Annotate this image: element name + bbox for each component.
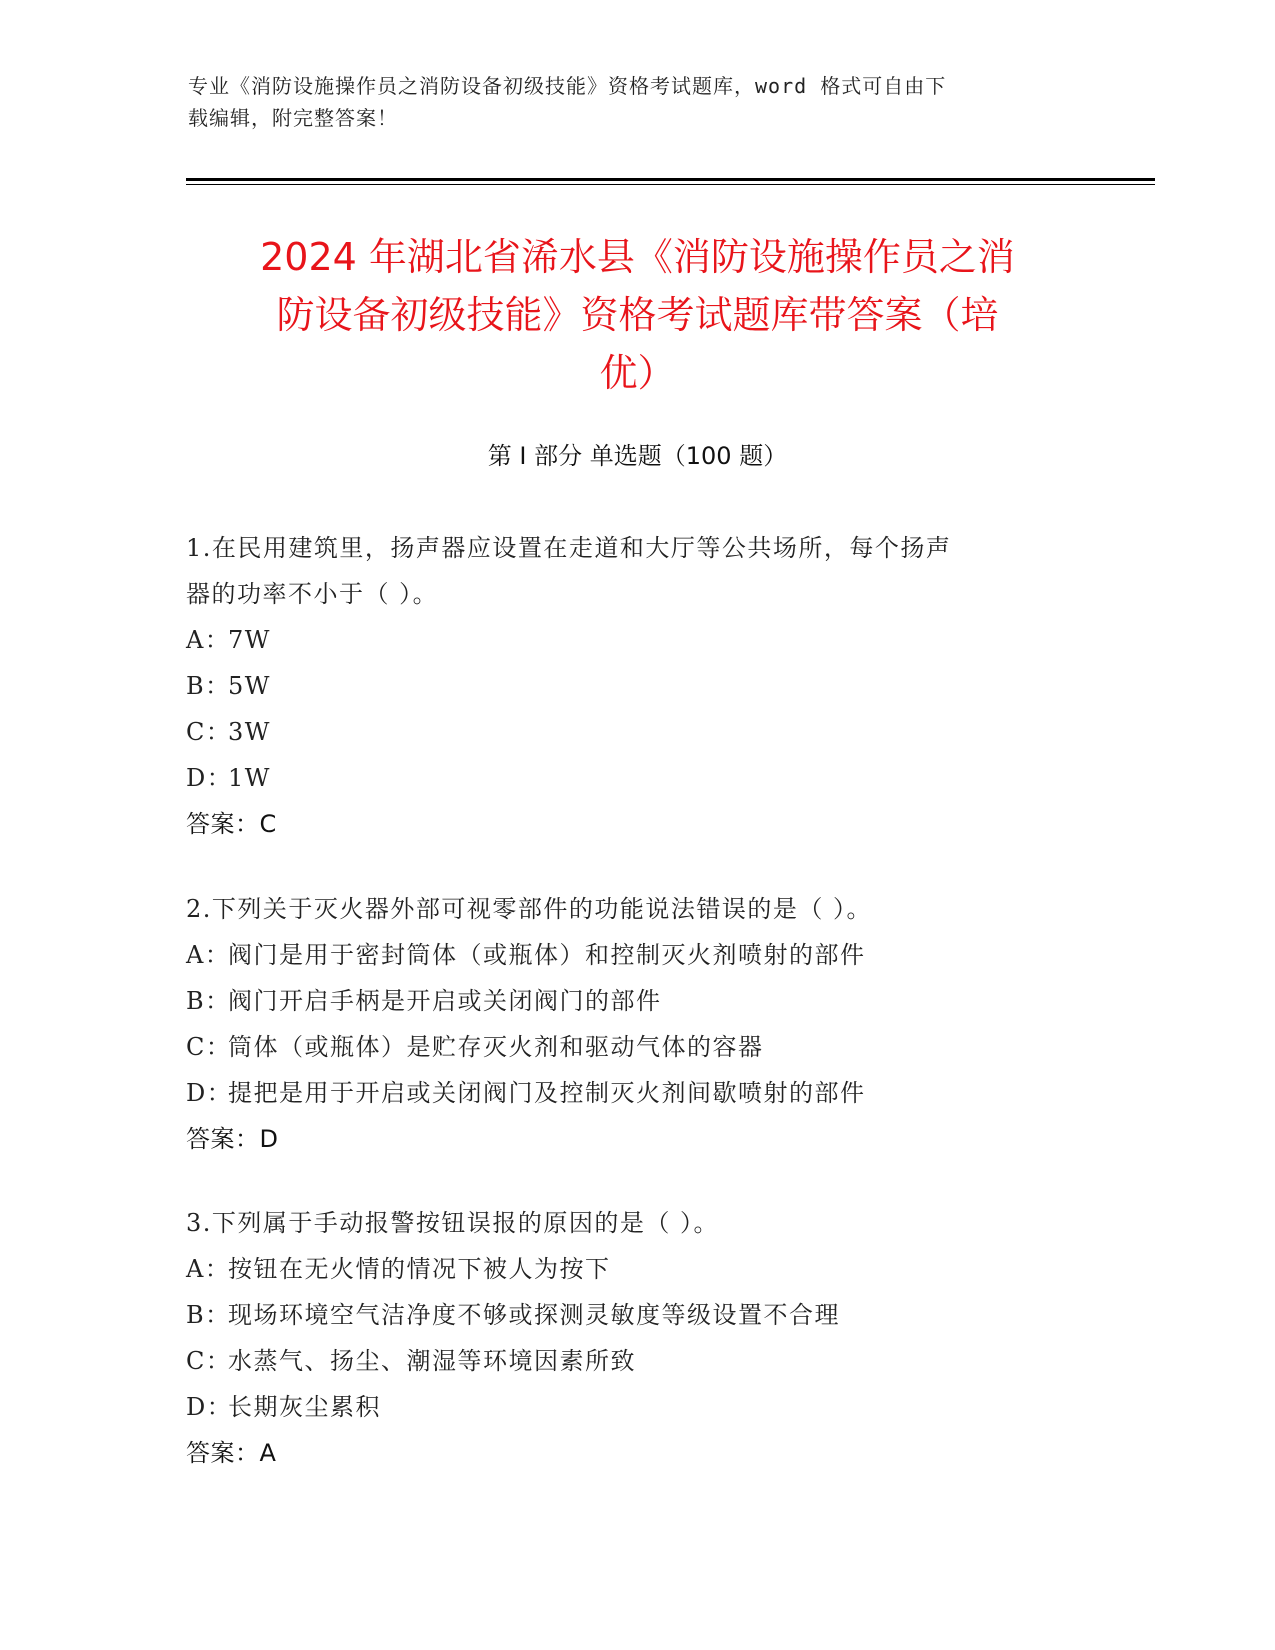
- header-divider-thick: [186, 178, 1155, 181]
- answer-line: 答案：C: [186, 810, 277, 838]
- option-key: C：: [186, 1033, 232, 1061]
- option-b: [186, 663, 1086, 709]
- option-key: B：: [186, 987, 231, 1015]
- option-a: [186, 1246, 1086, 1292]
- answer-line: 答案：D: [186, 1125, 279, 1153]
- option-c: [186, 1024, 1086, 1070]
- option-key: B：: [186, 1301, 231, 1329]
- option-b: [186, 1292, 1086, 1338]
- question-stem: [186, 886, 1086, 932]
- title-line-2: 防设备初级技能》资格考试题库带答案（培: [276, 293, 999, 337]
- option-text: 7W: [228, 626, 271, 654]
- option-text: 阀门是用于密封筒体（或瓶体）和控制灭火剂喷射的部件: [228, 941, 866, 969]
- question-1: [186, 525, 1086, 847]
- option-text: 长期灰尘累积: [228, 1393, 381, 1421]
- option-b: [186, 978, 1086, 1024]
- option-text: 3W: [228, 718, 271, 746]
- option-text: 按钮在无火情的情况下被人为按下: [228, 1255, 611, 1283]
- question-stem: [186, 1200, 1086, 1246]
- option-key: A：: [186, 626, 231, 654]
- option-key: D：: [186, 1393, 233, 1421]
- title-line-1: 2024 年湖北省浠水县《消防设施操作员之消: [260, 235, 1015, 279]
- title-line-3: 优）: [599, 351, 676, 395]
- option-text: 提把是用于开启或关闭阀门及控制灭火剂间歇喷射的部件: [228, 1079, 866, 1107]
- document-header-note: [188, 70, 1088, 134]
- option-key: C：: [186, 1347, 232, 1375]
- question-stem-line: 1.在民用建筑里，扬声器应设置在走道和大厅等公共场所，每个扬声: [186, 534, 952, 562]
- header-note-line-1: 专业《消防设施操作员之消防设备初级技能》资格考试题库，word 格式可自由下: [188, 74, 947, 98]
- option-text: 筒体（或瓶体）是贮存灭火剂和驱动气体的容器: [228, 1033, 764, 1061]
- option-key: D：: [186, 764, 233, 792]
- option-text: 5W: [228, 672, 271, 700]
- question-stem-line: 2.下列关于灭火器外部可视零部件的功能说法错误的是（ ）。: [186, 895, 873, 923]
- option-text: 水蒸气、扬尘、潮湿等环境因素所致: [228, 1347, 636, 1375]
- option-key: B：: [186, 672, 231, 700]
- header-divider-thin: [186, 184, 1155, 185]
- option-key: C：: [186, 718, 232, 746]
- option-d: [186, 1070, 1086, 1116]
- option-text: 1W: [228, 764, 271, 792]
- option-key: A：: [186, 941, 231, 969]
- question-stem: [186, 525, 1086, 617]
- option-key: A：: [186, 1255, 231, 1283]
- option-text: 阀门开启手柄是开启或关闭阀门的部件: [228, 987, 662, 1015]
- section-heading: 第 I 部分 单选题（100 题）: [487, 442, 788, 470]
- answer-line: 答案：A: [186, 1439, 277, 1467]
- question-2: [186, 886, 1086, 1162]
- question-stem-line: 3.下列属于手动报警按钮误报的原因的是（ ）。: [186, 1209, 720, 1237]
- option-text: 现场环境空气洁净度不够或探测灵敏度等级设置不合理: [228, 1301, 840, 1329]
- question-stem-line: 器的功率不小于（ ）。: [186, 580, 439, 608]
- option-a: [186, 932, 1086, 978]
- document-title: [180, 228, 1095, 402]
- option-d: [186, 755, 1086, 801]
- option-c: [186, 709, 1086, 755]
- option-key: D：: [186, 1079, 233, 1107]
- option-a: [186, 617, 1086, 663]
- question-3: [186, 1200, 1086, 1476]
- option-c: [186, 1338, 1086, 1384]
- option-d: [186, 1384, 1086, 1430]
- header-note-line-2: 载编辑，附完整答案！: [188, 106, 398, 130]
